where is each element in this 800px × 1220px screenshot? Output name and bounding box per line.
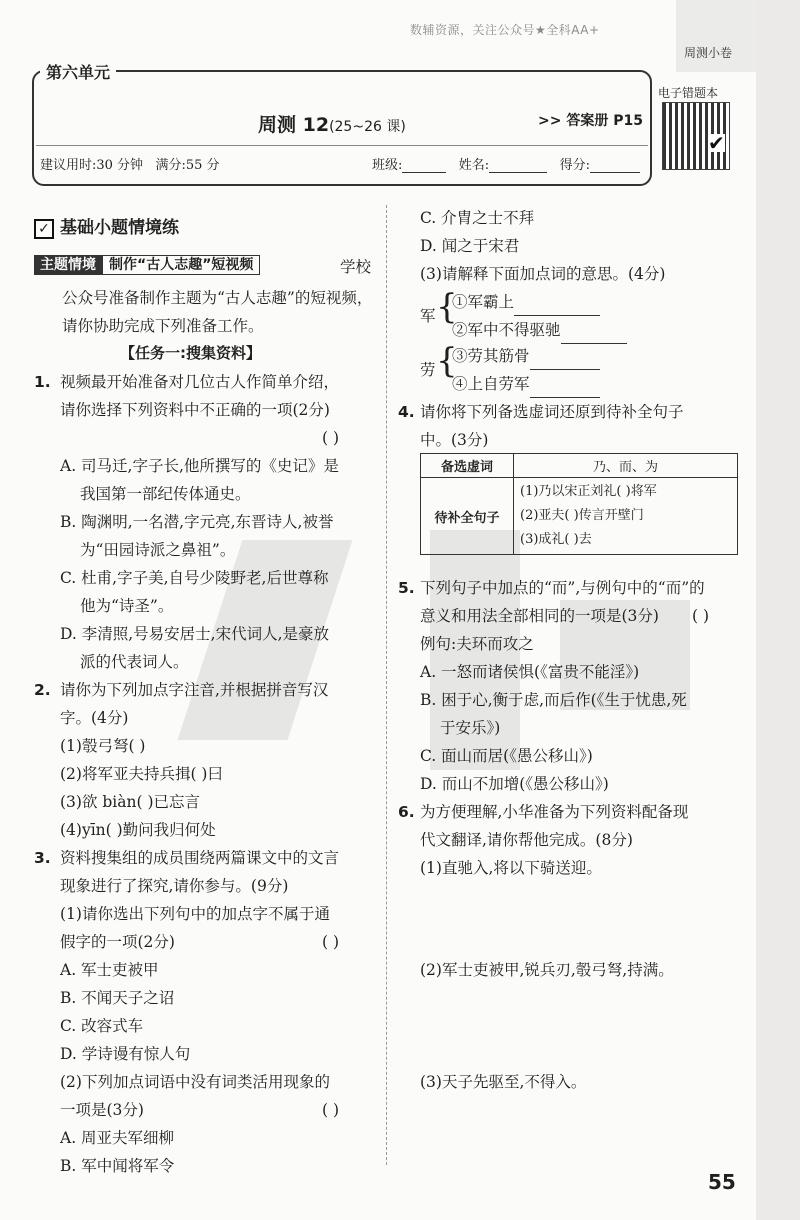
top-note: 数辅资源，关注公众号★全科AA+ xyxy=(410,23,600,37)
name-label: 姓名: xyxy=(458,158,490,173)
answer-paren[interactable]: ( ) xyxy=(692,607,710,625)
full-score: 满分:55 分 xyxy=(155,158,220,173)
text-line: 派的代表词人。 xyxy=(80,653,189,671)
sub-item: (1)彀弓弩( ) xyxy=(60,737,146,755)
class-label: 班级: xyxy=(372,158,403,173)
brace-char: 军 xyxy=(420,307,436,325)
brace-char: 劳 xyxy=(420,361,436,379)
text-line: 代文翻译,请你帮他完成。(8分) xyxy=(420,831,633,849)
example-sentence: 例句:夫环而攻之 xyxy=(420,635,534,653)
text-line: (2)下列加点词语中没有词类活用现象的 xyxy=(60,1073,330,1091)
answer-blank[interactable] xyxy=(530,349,600,370)
text-line: 请你将下列备选虚词还原到待补全句子 xyxy=(420,403,684,421)
text-line: 假字的一项(2分) xyxy=(60,933,175,951)
sub-item: (2)将军亚夫持兵揖( )曰 xyxy=(60,765,223,783)
text-line: 请你选择下列资料中不正确的一项(2分) xyxy=(60,401,330,419)
top-tab-label: 周测小卷 xyxy=(684,46,733,60)
option-b: B. 陶渊明,一名潜,字元亮,东晋诗人,被誉 xyxy=(60,513,334,531)
lessons-range: (25~26 课) xyxy=(329,119,406,135)
option-d: D. 李清照,号易安居士,宋代词人,是豪放 xyxy=(60,625,330,643)
text-line: 视频最开始准备对几位古人作简单介绍， xyxy=(60,373,340,391)
text-line: 请你为下列加点字注音,并根据拼音写汉 xyxy=(60,681,329,699)
suggest-time xyxy=(40,154,220,173)
week-title xyxy=(258,110,406,137)
option-b: B. 军中闻将军令 xyxy=(60,1157,175,1175)
brace-icon: { xyxy=(436,341,458,381)
table-header-value: 乃、而、为 xyxy=(514,454,738,478)
question-number: 3. xyxy=(34,849,51,867)
answer-blank[interactable] xyxy=(514,295,600,316)
sub-item xyxy=(452,316,627,344)
text-line: 他为“诗圣”。 xyxy=(80,597,174,615)
name-field[interactable] xyxy=(489,172,547,173)
option-b: B. 困于心,衡于虑,而后作(《生于忧患,死 xyxy=(420,691,687,709)
sub-item-text: ③劳其筋骨 xyxy=(452,347,530,365)
question-number: 5. xyxy=(398,579,415,597)
sub-item: (3)欲 biàn( )已忘言 xyxy=(60,793,201,811)
score-field[interactable] xyxy=(590,172,640,173)
translation-item: (2)军士吏被甲,锐兵刃,彀弓弩,持满。 xyxy=(420,961,674,979)
option-d: D. 学诗谩有惊人句 xyxy=(60,1045,191,1063)
top-tab xyxy=(676,0,756,72)
column-divider xyxy=(386,205,387,1165)
text-line: 意义和用法全部相同的一项是(3分) xyxy=(420,607,659,625)
translation-item: (3)天子先驱至,不得入。 xyxy=(420,1073,587,1091)
option-d: D. 而山不加增(《愚公移山》) xyxy=(420,775,609,793)
intro-line: 公众号准备制作主题为“古人志趣”的短视频， xyxy=(62,289,373,307)
option-a: A. 一怒而诸侯惧(《富贵不能淫》) xyxy=(420,663,640,681)
translation-item: (1)直驰入,将以下骑送迎。 xyxy=(420,859,602,877)
theme-text: 制作“古人志趣”短视频 xyxy=(102,255,260,275)
section-title xyxy=(34,213,179,239)
answer-paren[interactable]: ( ) xyxy=(322,1101,340,1119)
option-b: B. 不闻天子之诏 xyxy=(60,989,175,1007)
answer-ref-text: 答案册 P15 xyxy=(566,113,643,129)
text-line: 我国第一部纪传体通史。 xyxy=(80,485,251,503)
table-sentences xyxy=(514,478,738,555)
option-a: A. 军士吏被甲 xyxy=(60,961,159,979)
answer-blank[interactable] xyxy=(561,323,627,344)
option-c: C. 杜甫,字子美,自号少陵野老,后世尊称 xyxy=(60,569,329,587)
answer-blank[interactable] xyxy=(530,377,600,398)
text-line: 为“田园诗派之鼻祖”。 xyxy=(80,541,236,559)
table-sentence[interactable]: (3)成礼( )去 xyxy=(520,532,592,547)
sub-item: (4)yīn( )勤问我归何处 xyxy=(60,821,216,839)
sub-item xyxy=(452,288,600,316)
option-c: C. 改容式车 xyxy=(60,1017,144,1035)
theme-tag xyxy=(34,254,260,274)
text-line: (1)请你选出下列句中的加点字不属于通 xyxy=(60,905,330,923)
check-icon: ✔ xyxy=(708,131,725,155)
text-line: 中。(3分) xyxy=(420,431,489,449)
sub-item xyxy=(452,370,600,398)
option-c: C. 介胄之士不拜 xyxy=(420,209,535,227)
question-number: 4. xyxy=(398,403,415,421)
ebook-label: 电子错题本 xyxy=(658,86,719,100)
week-title-text: 周测 12 xyxy=(258,114,330,136)
header-divider xyxy=(36,145,648,146)
table-header-label: 备选虚词 xyxy=(421,454,514,478)
page-number: 55 xyxy=(708,1170,736,1194)
option-c: C. 面山而居(《愚公移山》) xyxy=(420,747,593,765)
sub-item-text: ②军中不得驱驰 xyxy=(452,321,561,339)
intro-line: 学校 xyxy=(340,258,372,276)
page-edge-strip xyxy=(756,0,800,1220)
fill-table xyxy=(420,453,738,555)
sub-item xyxy=(452,342,600,370)
student-info xyxy=(372,154,640,173)
question-number: 1. xyxy=(34,373,51,391)
sub-item-text: ①军霸上 xyxy=(452,293,515,311)
section-title-text: 基础小题情境练 xyxy=(60,218,179,238)
text-line: 一项是(3分) xyxy=(60,1101,144,1119)
score-label: 得分: xyxy=(559,158,590,173)
option-d: D. 闻之于宋君 xyxy=(420,237,520,255)
question-number: 6. xyxy=(398,803,415,821)
theme-label: 主题情境 xyxy=(34,255,102,275)
table-row-label: 待补全句子 xyxy=(421,478,514,555)
text-line: 现象进行了探究,请你参与。(9分) xyxy=(60,877,289,895)
unit-label: 第六单元 xyxy=(40,58,116,85)
answer-paren[interactable]: ( ) xyxy=(322,933,340,951)
brace-icon: { xyxy=(436,287,458,327)
text-line: 下列句子中加点的“而”,与例句中的“而”的 xyxy=(420,579,705,597)
table-sentence[interactable]: (2)亚夫( )传言开壁门 xyxy=(520,508,644,523)
task-heading: 【任务一:搜集资料】 xyxy=(120,344,261,362)
text-line: 为方便理解,小华准备为下列资料配备现 xyxy=(420,803,689,821)
question-number: 2. xyxy=(34,681,51,699)
text-line: 资料搜集组的成员围绕两篇课文中的文言 xyxy=(60,849,340,867)
checkbox-icon: ✓ xyxy=(34,219,54,239)
text-line: 字。(4分) xyxy=(60,709,129,727)
option-a: A. 司马迁,字子长,他所撰写的《史记》是 xyxy=(60,457,339,475)
sub-item-text: ④上自劳军 xyxy=(452,375,530,393)
text-line: (3)请解释下面加点词的意思。(4分) xyxy=(420,265,666,283)
answer-paren[interactable]: ( ) xyxy=(322,429,340,447)
text-line: 于安乐》) xyxy=(440,719,501,737)
class-field[interactable] xyxy=(402,172,446,173)
answer-ref: >> 答案册 P15 xyxy=(538,113,643,129)
table-sentence[interactable]: (1)乃以宋正刘礼( )将军 xyxy=(520,484,657,499)
intro-line: 请你协助完成下列准备工作。 xyxy=(62,317,264,335)
option-a: A. 周亚夫军细柳 xyxy=(60,1129,175,1147)
suggest-text: 建议用时:30 分钟 xyxy=(40,158,144,173)
